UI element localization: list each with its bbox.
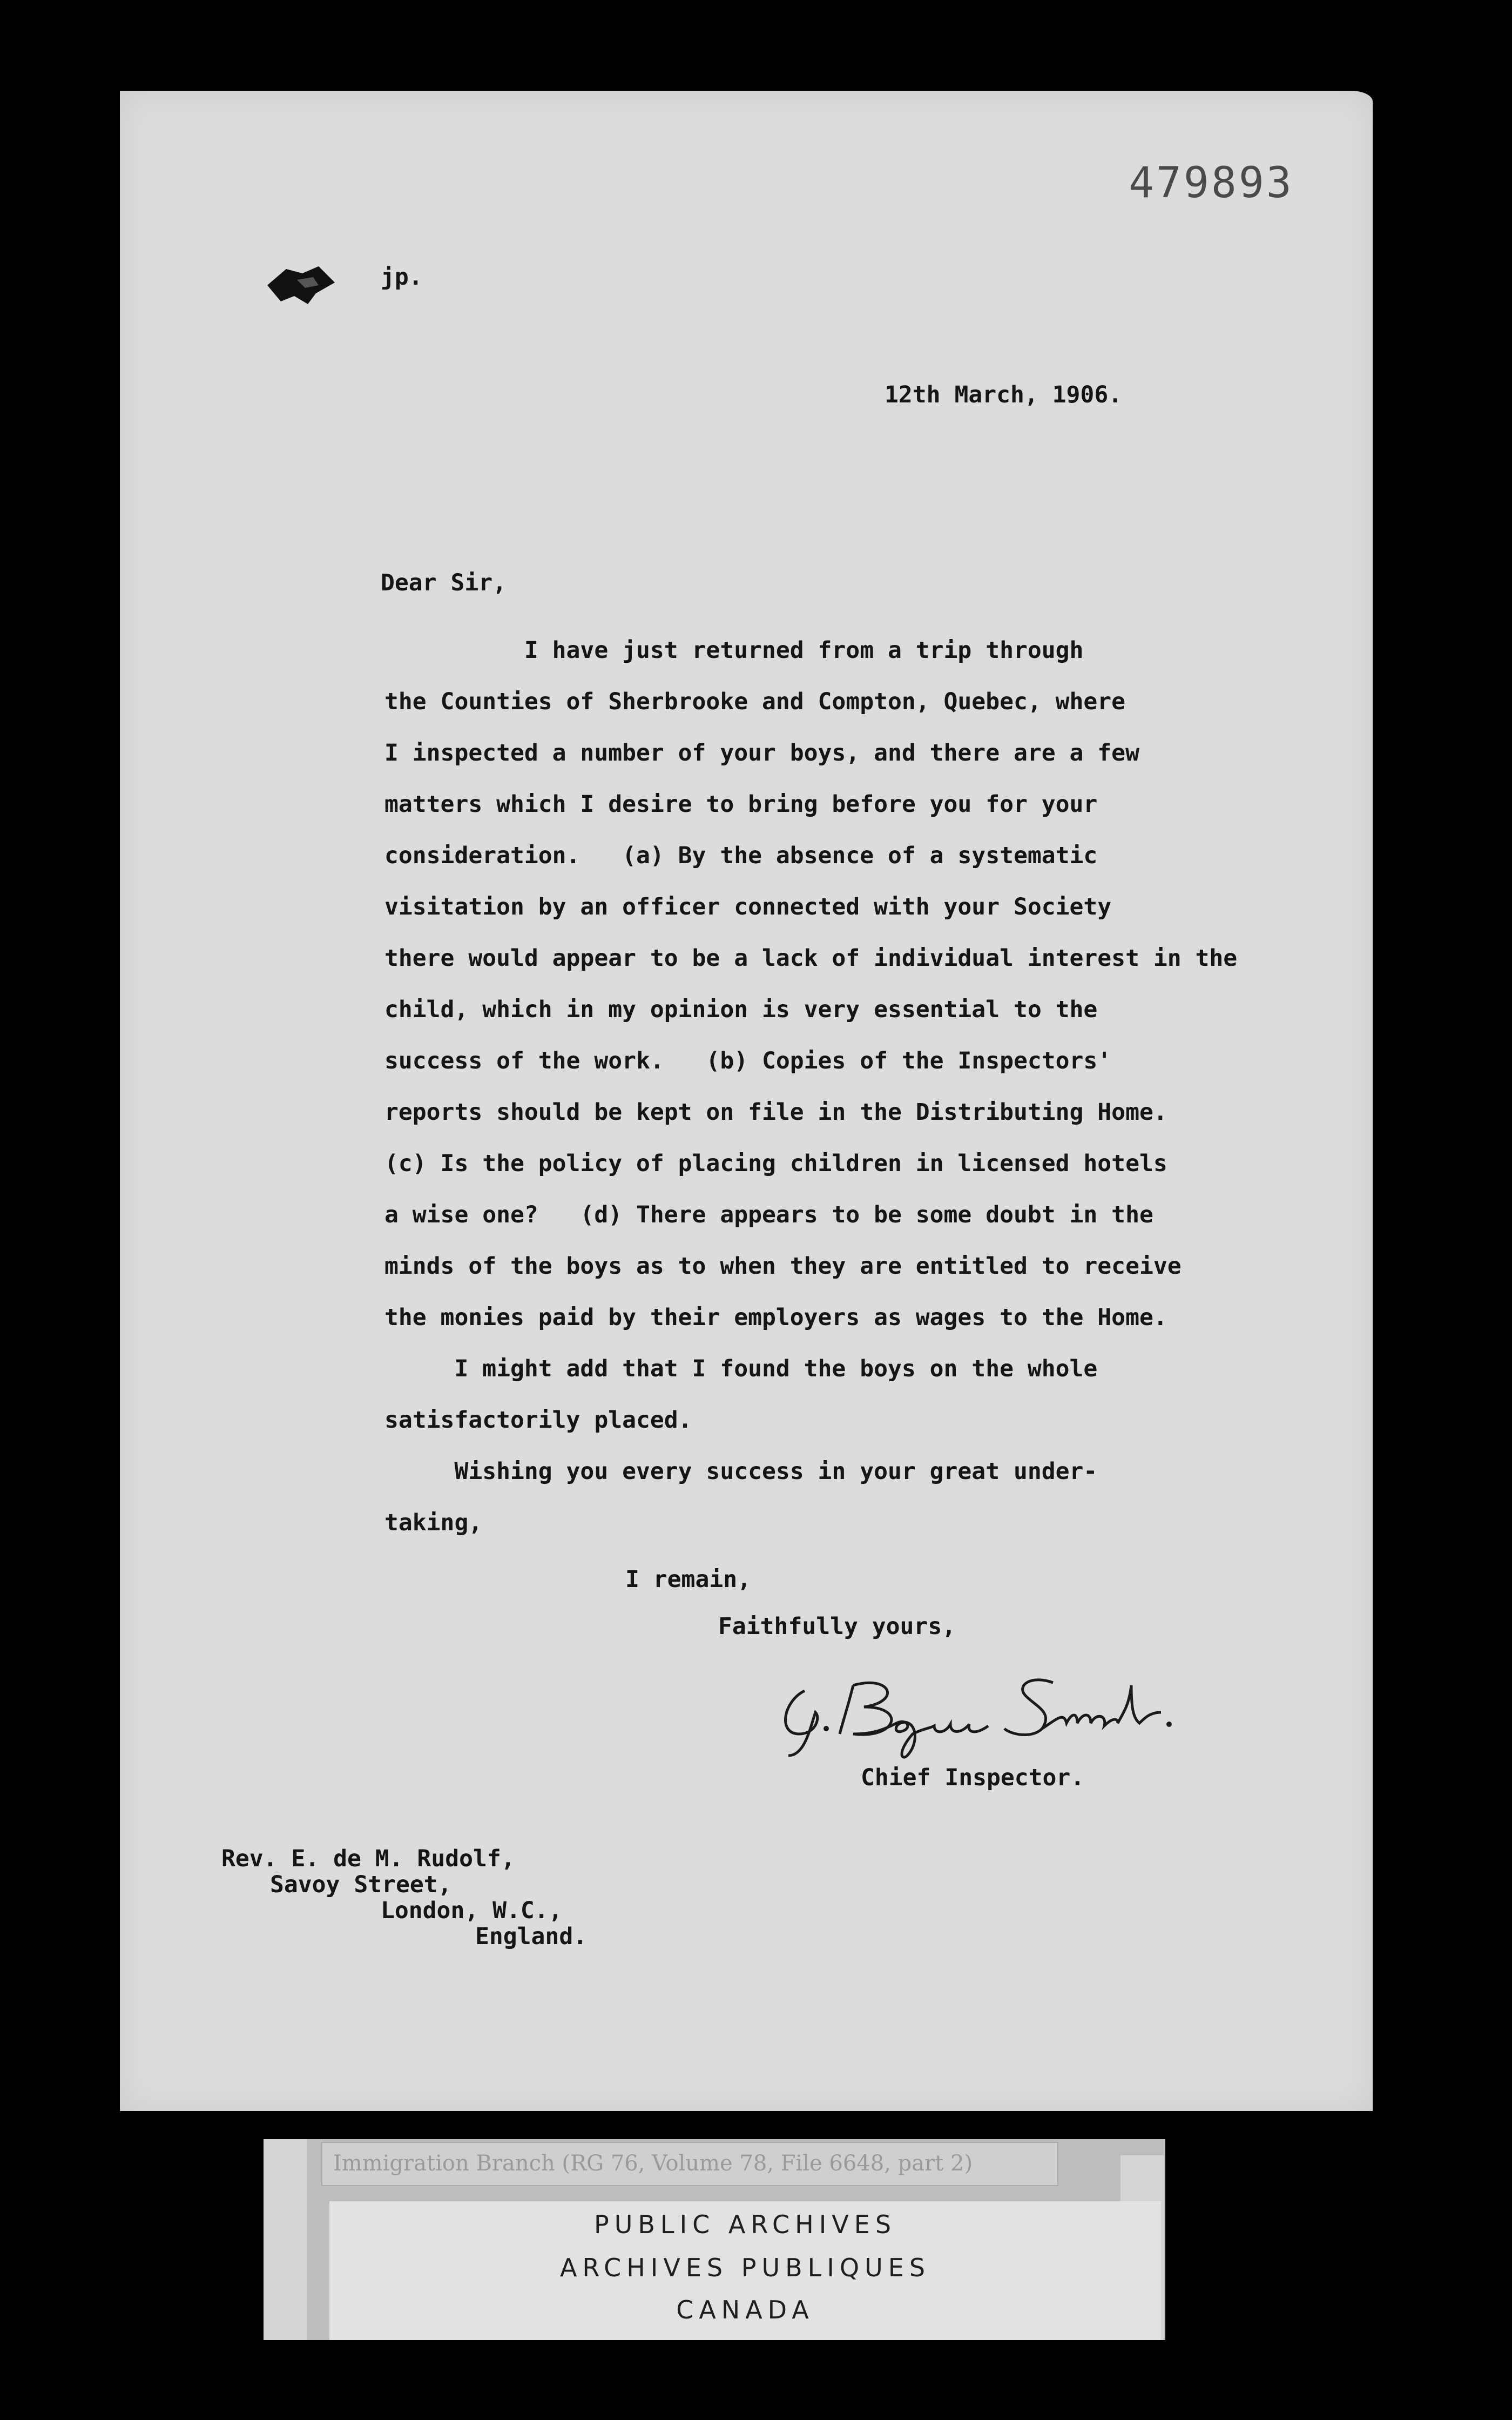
body-line: consideration. (a) By the absence of a systematic [384, 842, 1098, 869]
archive-reference-text: Immigration Branch (RG 76, Volume 78, File 6648, part 2) [333, 2151, 973, 2176]
body-line: visitation by an officer connected with your Society [384, 893, 1112, 920]
signatory-title: Chief Inspector. [861, 1764, 1085, 1791]
archive-label-line: ARCHIVES PUBLIQUES [559, 2253, 931, 2282]
address-line: England. [475, 1923, 588, 1950]
address-line: Savoy Street, [270, 1871, 452, 1898]
address-line: London, W.C., [381, 1897, 563, 1924]
body-line: taking, [384, 1509, 483, 1536]
salutation: Dear Sir, [381, 569, 507, 596]
letter-date: 12th March, 1906. [885, 381, 1123, 408]
body-line: success of the work. (b) Copies of the Inspectors' [384, 1047, 1112, 1074]
body-line: I have just returned from a trip through [384, 637, 1084, 664]
archive-label-card [329, 2201, 1161, 2340]
body-line: satisfactorily placed. [384, 1407, 692, 1434]
body-line: I might add that I found the boys on the whole [384, 1355, 1098, 1382]
body-line: the monies paid by their employers as wages to the Home. [384, 1304, 1167, 1331]
body-line: the Counties of Sherbrooke and Compton, Quebec, where [384, 688, 1126, 715]
signature [772, 1653, 1183, 1761]
body-line: child, which in my opinion is very essential to the [384, 996, 1098, 1023]
closing-remain: I remain, [625, 1566, 751, 1593]
archive-label-line: PUBLIC ARCHIVES [593, 2210, 897, 2239]
body-line: I inspected a number of your boys, and there are a few [384, 740, 1139, 767]
body-line: (c) Is the policy of placing children in licensed hotels [384, 1150, 1167, 1177]
body-line: Wishing you every success in your great under- [384, 1458, 1098, 1485]
archive-label-line: CANADA [676, 2295, 814, 2324]
ink-blot-icon [265, 264, 340, 307]
typist-initials: jp. [381, 264, 423, 291]
body-line: minds of the boys as to when they are entitled to receive [384, 1253, 1182, 1280]
body-line: a wise one? (d) There appears to be some doubt in the [384, 1201, 1153, 1228]
body-line: reports should be kept on file in the Distributing Home. [384, 1099, 1167, 1126]
address-line: Rev. E. de M. Rudolf, [221, 1845, 515, 1872]
archive-label-tab [264, 2139, 307, 2340]
archive-reference-strip [321, 2142, 1058, 2186]
body-line: there would appear to be a lack of individual interest in the [384, 945, 1238, 972]
body-line: matters which I desire to bring before you for your [384, 791, 1098, 818]
document-number: 479893 [1129, 159, 1294, 207]
closing-faithfully: Faithfully yours, [718, 1613, 956, 1640]
